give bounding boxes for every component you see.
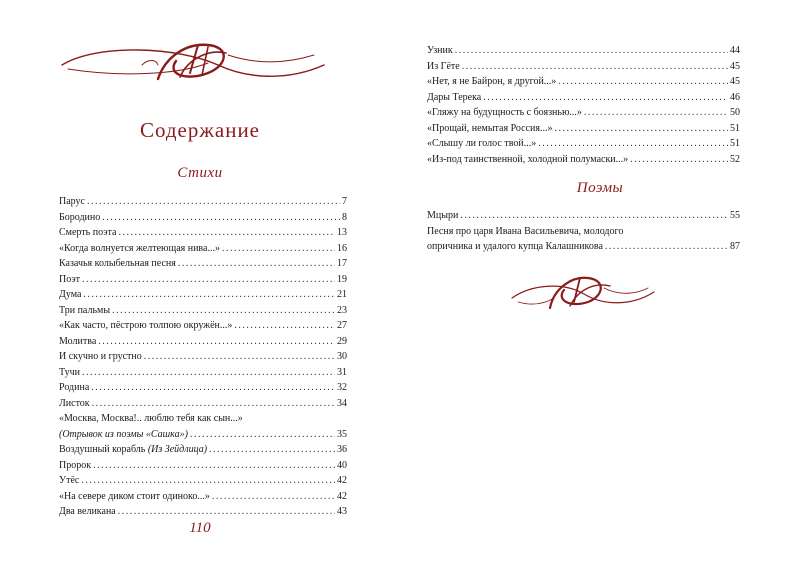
toc-entry[interactable] <box>59 194 347 210</box>
toc-entry-title: Родина <box>59 382 90 393</box>
toc-entry[interactable] <box>427 121 740 137</box>
toc-entry-title: Поэт <box>59 273 81 285</box>
dot-leader <box>554 121 728 137</box>
toc-entry-title: Листок <box>59 397 90 409</box>
toc-entry-song[interactable] <box>427 224 740 255</box>
toc-entry-page: 7 <box>342 196 347 207</box>
toc-entry[interactable] <box>59 396 347 412</box>
dot-leader <box>212 489 335 505</box>
toc-entry-title: Бородино <box>59 211 101 223</box>
toc-entry-page: 51 <box>730 138 740 149</box>
flourish-ornament-icon <box>58 35 328 90</box>
toc-entry-page: 35 <box>337 428 347 440</box>
dot-leader <box>144 349 335 365</box>
toc-entry[interactable] <box>59 256 347 272</box>
toc-entry-title: «Как часто, пёстрою толпою окружён...» <box>59 320 233 331</box>
toc-entry-note: (Из Зейдлица) <box>147 444 208 455</box>
toc-entry[interactable] <box>59 334 347 350</box>
toc-entry[interactable] <box>59 210 347 226</box>
dot-leader <box>112 303 335 319</box>
toc-entry-title-continued: опричника и удалого купца Калашникова <box>427 241 603 252</box>
toc-entry[interactable] <box>59 380 347 396</box>
toc-entry-title: «Из-под таинственной, холодной полумаски...» <box>427 153 629 165</box>
toc-entry-title: И скучно и грустно <box>59 351 142 362</box>
dot-leader <box>82 272 335 288</box>
toc-list-verses <box>59 194 347 520</box>
toc-entry-title: Тучи <box>59 366 80 378</box>
toc-entry-title: Утёс <box>59 475 80 486</box>
dot-leader <box>222 241 335 257</box>
toc-entry-page: 46 <box>730 91 740 103</box>
toc-entry[interactable] <box>59 241 347 257</box>
toc-entry-title: Песня про царя Ивана Васильевича, молодого <box>427 225 624 237</box>
toc-entry-page: 44 <box>730 45 740 56</box>
toc-entry-page: 19 <box>337 273 347 285</box>
toc-entry-page: 45 <box>730 60 740 72</box>
toc-entry-page: 27 <box>337 320 347 331</box>
dot-leader <box>462 59 728 75</box>
toc-entry[interactable] <box>59 365 347 381</box>
dot-leader <box>82 365 335 381</box>
section-title-verses: Стихи <box>177 165 223 181</box>
toc-entry[interactable] <box>59 225 347 241</box>
toc-entry-page: 13 <box>337 227 347 238</box>
toc-entry-title: «Гляжу на будущность с боязнью...» <box>427 107 582 118</box>
toc-entry-page: 34 <box>337 397 347 409</box>
dot-leader <box>605 239 728 255</box>
toc-entry-title: Воздушный корабль <box>59 444 148 455</box>
toc-entry-page: 32 <box>337 382 347 393</box>
toc-entry-page: 52 <box>730 153 740 165</box>
toc-entry-page: 42 <box>337 475 347 486</box>
toc-entry-title: Три пальмы <box>59 304 111 316</box>
dot-leader <box>584 105 728 121</box>
dot-leader <box>234 318 335 334</box>
dot-leader <box>91 380 335 396</box>
toc-entry[interactable] <box>427 90 740 106</box>
toc-entry[interactable] <box>427 43 740 59</box>
dot-leader <box>538 136 728 152</box>
dot-leader <box>630 152 728 168</box>
dot-leader <box>87 194 340 210</box>
dot-leader <box>118 504 335 520</box>
dot-leader <box>483 90 728 106</box>
toc-entry-title: «Москва, Москва!.. люблю тебя как сын...» <box>59 413 243 424</box>
toc-entry-page: 43 <box>337 506 347 517</box>
toc-entry[interactable] <box>59 458 347 474</box>
flourish-ornament-icon <box>508 268 658 318</box>
toc-entry-page: 51 <box>730 122 740 134</box>
toc-entry-note: (Отрывок из поэмы «Сашка») <box>59 428 188 440</box>
toc-entry-title: Два великана <box>59 506 116 517</box>
dot-leader <box>460 208 728 224</box>
toc-entry-page: 50 <box>730 107 740 118</box>
toc-entry[interactable] <box>59 349 347 365</box>
toc-entry-page: 17 <box>337 258 347 269</box>
dot-leader <box>102 210 340 226</box>
toc-entry-airship[interactable] <box>59 442 347 458</box>
toc-entry[interactable] <box>427 152 740 168</box>
toc-entry-title: Дары Терека <box>427 91 482 103</box>
dot-leader <box>558 74 728 90</box>
toc-entry-page: 42 <box>337 490 347 502</box>
dot-leader <box>118 225 335 241</box>
toc-entry-page: 45 <box>730 76 740 87</box>
toc-entry[interactable] <box>59 318 347 334</box>
toc-entry-title: «Слышу ли голос твой...» <box>427 138 537 149</box>
toc-list-verses-continued <box>427 43 740 167</box>
toc-entry-title: «Прощай, немытая Россия...» <box>427 122 553 134</box>
section-title-poems: Поэмы <box>576 180 624 196</box>
toc-entry-page: 21 <box>337 289 347 300</box>
toc-entry-page: 40 <box>337 459 347 471</box>
toc-entry-title: Мцыри <box>427 210 459 221</box>
toc-entry-page: 16 <box>337 242 347 254</box>
dot-leader <box>92 396 335 412</box>
toc-entry-page: 87 <box>730 241 740 252</box>
toc-entry-title: «На севере диком стоит одиноко...» <box>59 490 210 502</box>
dot-leader <box>178 256 335 272</box>
toc-entry[interactable] <box>59 489 347 505</box>
toc-entry-title: Пророк <box>59 459 92 471</box>
toc-entry[interactable] <box>427 136 740 152</box>
toc-entry[interactable] <box>427 105 740 121</box>
dot-leader <box>455 43 728 59</box>
toc-entry[interactable] <box>59 504 347 520</box>
toc-entry-title: «Когда волнуется желтеющая нива...» <box>59 242 220 254</box>
page-number: 110 <box>189 520 211 536</box>
dot-leader <box>190 427 335 443</box>
dot-leader <box>98 334 335 350</box>
toc-entry[interactable] <box>427 74 740 90</box>
toc-entry[interactable] <box>59 473 347 489</box>
toc-entry[interactable] <box>427 208 740 224</box>
toc-entry-page: 8 <box>342 211 347 223</box>
toc-entry-page: 55 <box>730 210 740 221</box>
toc-entry-title: Смерть поэта <box>59 227 117 238</box>
dot-leader <box>81 473 335 489</box>
dot-leader <box>83 287 335 303</box>
toc-entry-title: Парус <box>59 196 85 207</box>
toc-list-poems <box>427 208 740 255</box>
toc-entry[interactable] <box>59 303 347 319</box>
contents-heading: Содержание <box>139 118 261 142</box>
toc-entry-page: 23 <box>337 304 347 316</box>
toc-entry-page: 36 <box>337 444 347 455</box>
toc-entry-title: Узник <box>427 45 453 56</box>
toc-entry-moscow[interactable] <box>59 411 347 442</box>
toc-entry-title: Казачья колыбельная песня <box>59 258 176 269</box>
toc-entry[interactable] <box>427 59 740 75</box>
toc-entry-title: Дума <box>59 289 82 300</box>
dot-leader <box>93 458 335 474</box>
toc-entry-page: 31 <box>337 366 347 378</box>
dot-leader <box>209 442 335 458</box>
toc-entry[interactable] <box>59 272 347 288</box>
toc-entry-title: Молитва <box>59 335 97 347</box>
toc-entry-title: Из Гёте <box>427 60 460 72</box>
toc-entry-title: «Нет, я не Байрон, я другой...» <box>427 76 557 87</box>
toc-entry-page: 29 <box>337 335 347 347</box>
toc-entry[interactable] <box>59 287 347 303</box>
toc-entry-page: 30 <box>337 351 347 362</box>
